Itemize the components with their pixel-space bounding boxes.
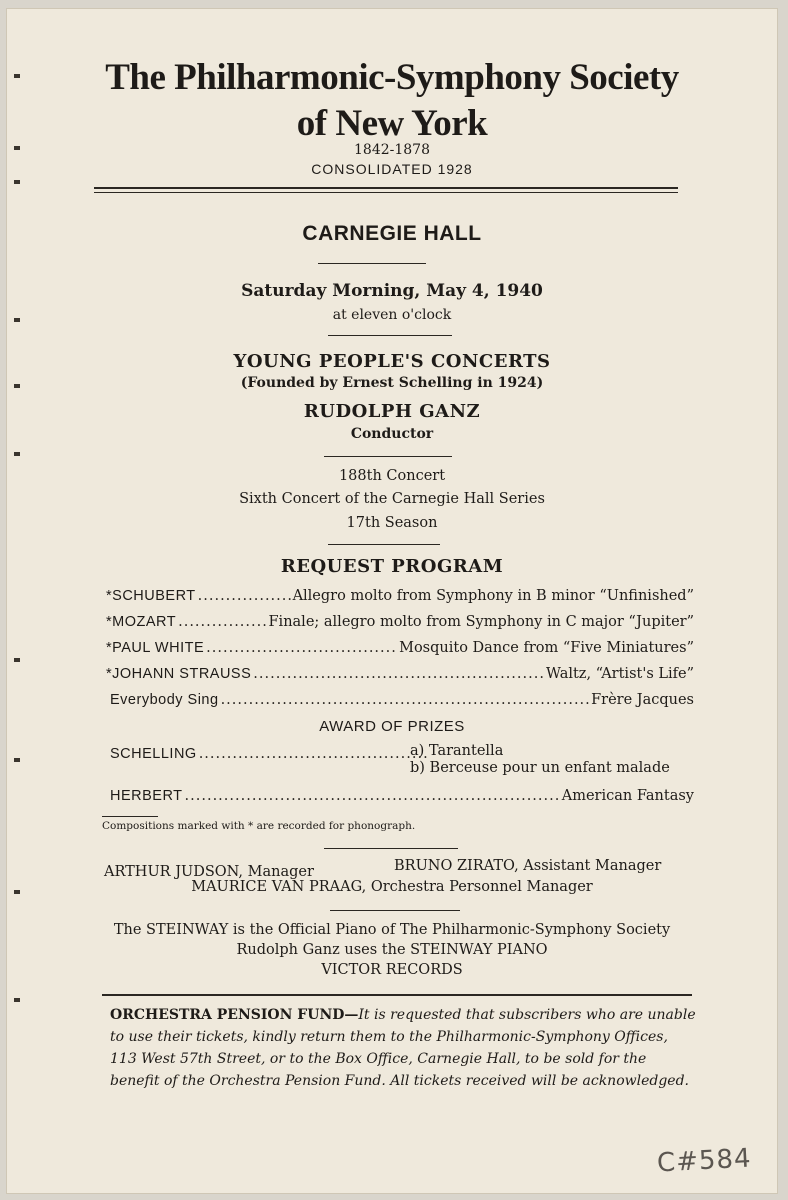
- program-composer: *PAUL WHITE: [106, 640, 205, 656]
- program-composer: *MOZART: [106, 614, 177, 630]
- program-heading: REQUEST PROGRAM: [280, 556, 504, 577]
- pension-label: ORCHESTRA PENSION FUND—: [110, 1007, 359, 1023]
- divider: [330, 910, 460, 911]
- pension-text: It is requested that subscribers who are unable: [358, 1007, 696, 1023]
- conductor-role: Conductor: [350, 426, 434, 442]
- divider: [318, 263, 426, 264]
- leader-dots: [185, 788, 560, 804]
- consolidated-line: CONSOLIDATED 1928: [311, 161, 473, 177]
- header-rule: [94, 187, 678, 189]
- binding-mark: [14, 658, 20, 662]
- program-item-herbert: [110, 788, 694, 810]
- conductor-name: RUDOLPH GANZ: [303, 401, 481, 422]
- footnote: Compositions marked with * are recorded for phonograph.: [102, 820, 416, 832]
- program-piece: Finale; allegro molto from Symphony in C major “Jupiter”: [268, 614, 694, 630]
- program-piece: Allegro molto from Symphony in B minor “Unfinished”: [292, 588, 694, 604]
- schelling-piece-a: a) Tarantella: [410, 743, 504, 759]
- ganz-steinway: Rudolph Ganz uses the STEINWAY PIANO: [236, 942, 548, 958]
- series-name: YOUNG PEOPLE'S CONCERTS: [233, 351, 551, 372]
- program-page: [6, 8, 778, 1194]
- pension-notice-line3: 113 West 57th Street, or to the Box Office, Carnegie Hall, to be sold for the: [110, 1051, 647, 1067]
- leader-dots: [198, 588, 291, 604]
- binding-mark: [14, 452, 20, 456]
- society-title-line1: The Philharmonic-Symphony Society: [105, 57, 679, 98]
- program-item: [110, 692, 694, 714]
- schelling-piece-b: b) Berceuse pour un enfant malade: [410, 760, 670, 776]
- pension-rule: [102, 994, 692, 996]
- divider: [324, 848, 458, 849]
- award-heading: AWARD OF PRIZES: [319, 718, 465, 735]
- footnote-rule: [102, 816, 158, 817]
- program-item: [106, 588, 694, 610]
- divider: [324, 456, 452, 457]
- binding-mark: [14, 758, 20, 762]
- manager: ARTHUR JUDSON, Manager: [104, 864, 314, 880]
- concert-time: at eleven o'clock: [332, 307, 452, 323]
- concert-season: 17th Season: [346, 515, 438, 531]
- leader-dots: [221, 692, 590, 708]
- assistant-manager: BRUNO ZIRATO, Assistant Manager: [394, 858, 662, 874]
- leader-dots: [206, 640, 397, 656]
- binding-mark: [14, 180, 20, 184]
- leader-dots: [178, 614, 266, 630]
- leader-dots: [253, 666, 544, 682]
- binding-mark: [14, 998, 20, 1002]
- program-composer: *JOHANN STRAUSS: [106, 666, 252, 682]
- program-item: [106, 666, 694, 688]
- concert-series-line: Sixth Concert of the Carnegie Hall Series: [239, 491, 545, 507]
- concert-date: Saturday Morning, May 4, 1940: [241, 281, 543, 301]
- society-title-line2: of New York: [296, 103, 488, 144]
- leader-dots: [199, 746, 428, 762]
- venue-name: CARNEGIE HALL: [302, 222, 482, 245]
- program-piece: American Fantasy: [561, 788, 694, 804]
- series-founded: (Founded by Ernest Schelling in 1924): [240, 375, 544, 391]
- program-item: [106, 640, 694, 662]
- pension-notice-line2: to use their tickets, kindly return them to the Philharmonic-Symphony Offices,: [110, 1029, 668, 1045]
- steinway-official: The STEINWAY is the Official Piano of The Philharmonic-Symphony Society: [113, 922, 671, 938]
- program-piece: Mosquito Dance from “Five Miniatures”: [399, 640, 694, 656]
- program-composer: *SCHUBERT: [106, 588, 196, 604]
- personnel-manager: MAURICE VAN PRAAG, Orchestra Personnel Manager: [191, 879, 593, 895]
- archive-mark: C#584: [656, 1143, 753, 1179]
- concert-number: 188th Concert: [338, 468, 446, 484]
- program-item-schelling: [110, 746, 430, 768]
- program-composer: Everybody Sing: [110, 692, 219, 708]
- header-rule-thin: [94, 192, 678, 193]
- society-years: 1842-1878: [354, 142, 430, 158]
- program-composer: HERBERT: [110, 788, 183, 804]
- program-piece: Frère Jacques: [591, 692, 694, 708]
- pension-notice-line4: benefit of the Orchestra Pension Fund. All tickets received will be acknowledged.: [110, 1073, 689, 1089]
- divider: [328, 544, 440, 545]
- program-item: [106, 614, 694, 636]
- victor-records: VICTOR RECORDS: [321, 962, 463, 978]
- program-composer: SCHELLING: [110, 746, 197, 762]
- pension-notice-line1: [110, 1004, 698, 1026]
- divider: [328, 335, 452, 336]
- program-piece: Waltz, “Artist's Life”: [546, 666, 694, 682]
